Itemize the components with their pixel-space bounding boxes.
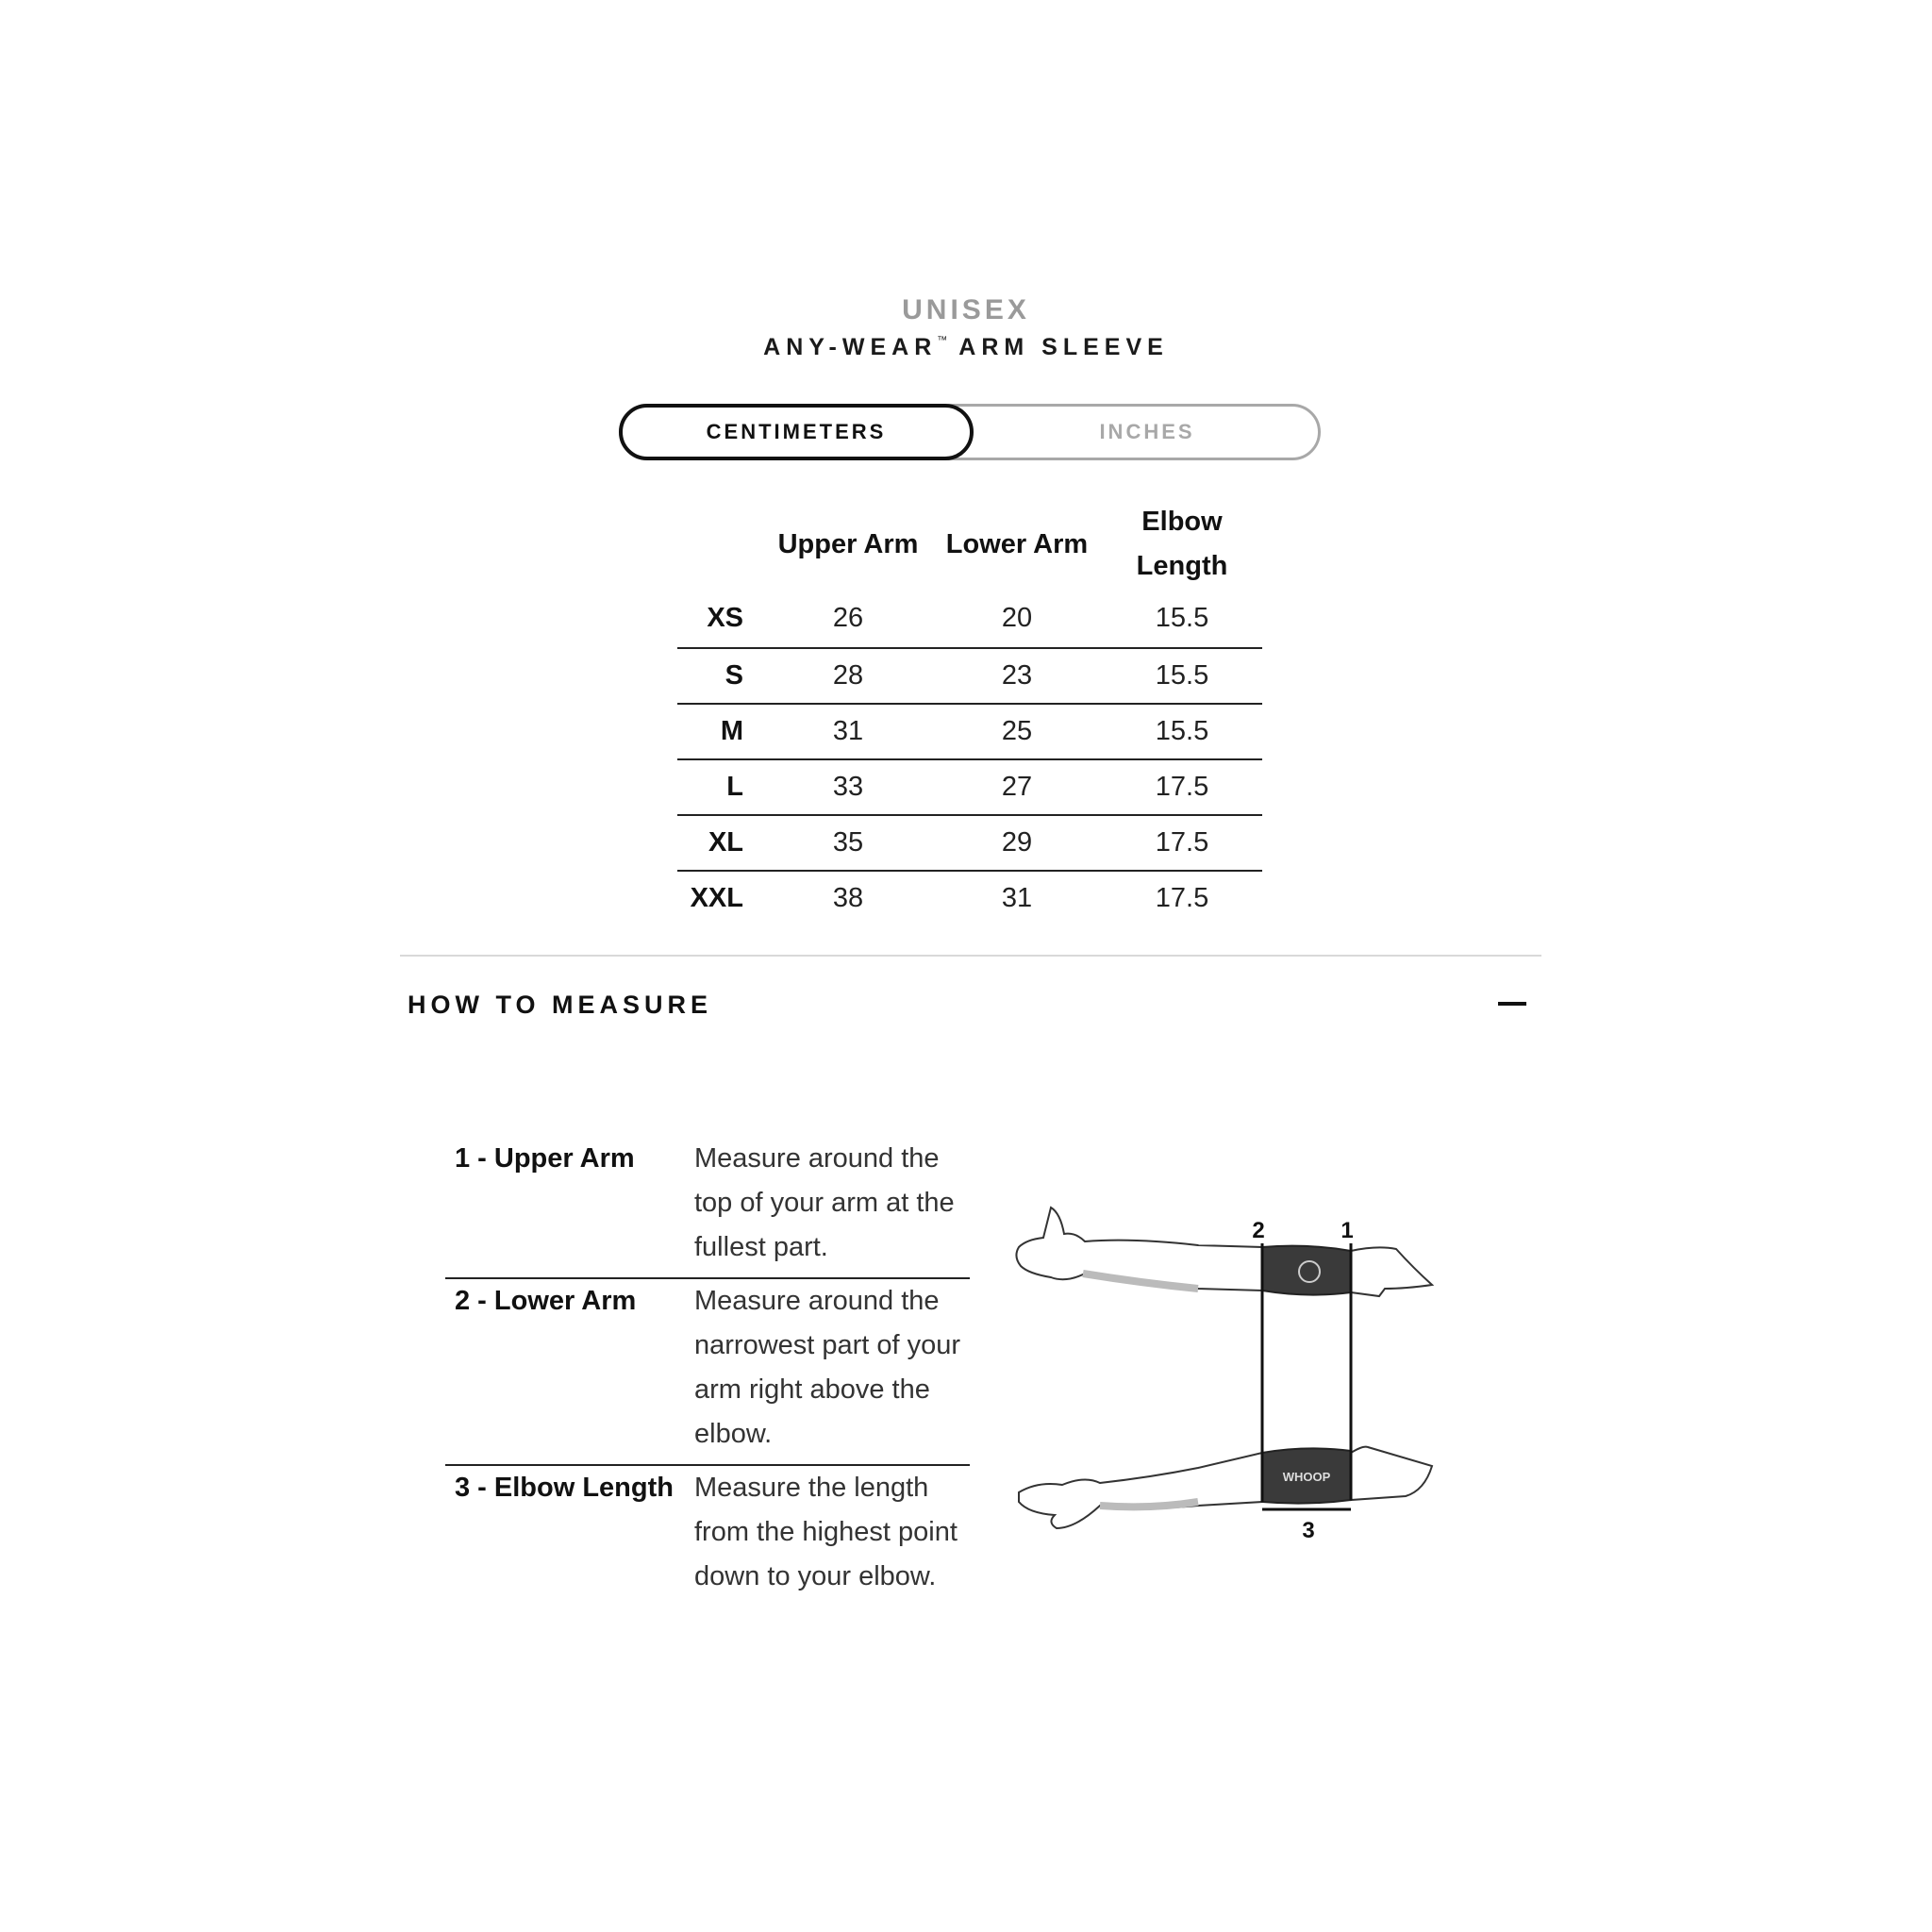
measure-step-label: 3 - Elbow Length [445, 1465, 694, 1607]
elbow-length-value: 17.5 [1102, 871, 1262, 925]
measure-step-description: Measure around the top of your arm at the fullest part. [694, 1143, 955, 1262]
measure-step-label: 1 - Upper Arm [455, 1143, 635, 1174]
upper-arm-value: 26 [832, 602, 864, 633]
unit-toggle [619, 404, 1321, 460]
size-column-header [677, 500, 764, 589]
inches-button[interactable]: INCHES [1099, 420, 1195, 443]
upper-arm-illustration [1016, 1208, 1432, 1296]
arm-measure-diagram [1009, 1198, 1453, 1585]
sleeve-logo-text: WHOOP [1282, 1470, 1331, 1484]
elbow-length-value: 15.5 [1102, 704, 1262, 759]
minus-icon[interactable] [1498, 1002, 1526, 1006]
lower-arm-value: 23 [932, 648, 1102, 704]
marker-label-2: 2 [1252, 1218, 1265, 1243]
product-name: ANY-WEAR [763, 334, 938, 360]
size-label: S [677, 648, 764, 704]
lower-arm-value: 27 [932, 759, 1102, 815]
upper-arm-value: 38 [764, 871, 932, 925]
measure-step-label: 2 - Lower Arm [445, 1278, 694, 1465]
measure-step-row [445, 1137, 970, 1278]
measure-step-description: Measure around the narrowest part of your arm right above the elbow. [694, 1278, 970, 1465]
section-divider [400, 955, 1541, 957]
lower-arm-value: 31 [932, 871, 1102, 925]
how-to-measure-heading[interactable]: HOW TO MEASURE [408, 991, 713, 1019]
size-row [677, 759, 1262, 815]
size-label: XXL [677, 871, 764, 925]
marker-label-3: 3 [1302, 1518, 1315, 1543]
upper-arm-value: 28 [764, 648, 932, 704]
lower-arm-value: 29 [932, 815, 1102, 871]
size-chart-table [677, 500, 1262, 925]
size-row [677, 871, 1262, 925]
measure-instructions-table [445, 1137, 970, 1607]
size-label: M [677, 704, 764, 759]
upper-arm-value: 35 [764, 815, 932, 871]
lower-arm-value: 20 [1001, 602, 1033, 633]
measure-step-row [445, 1278, 970, 1465]
size-row [677, 648, 1262, 704]
product-title [0, 334, 1932, 361]
lower-arm-header: Lower Arm [945, 528, 1089, 559]
size-label: L [677, 759, 764, 815]
upper-arm-header: Upper Arm [777, 528, 919, 559]
measure-step-row [445, 1465, 970, 1607]
size-label: XS [707, 602, 743, 633]
size-row [677, 704, 1262, 759]
centimeters-button[interactable]: CENTIMETERS [619, 404, 974, 460]
elbow-length-value: 15.5 [1102, 648, 1262, 704]
upper-arm-value: 33 [764, 759, 932, 815]
elbow-length-header: Elbow Length [1136, 507, 1228, 581]
elbow-length-value: 17.5 [1102, 759, 1262, 815]
product-suffix: ARM SLEEVE [958, 334, 1169, 360]
upper-arm-value: 31 [764, 704, 932, 759]
measure-step-description: Measure the length from the highest point down to your elbow. [694, 1465, 970, 1607]
size-table-header [677, 500, 1262, 589]
marker-label-1: 1 [1341, 1218, 1354, 1243]
size-row [677, 589, 1262, 648]
elbow-length-value: 17.5 [1102, 815, 1262, 871]
trademark-symbol: ™ [937, 335, 948, 346]
lower-arm-value: 25 [932, 704, 1102, 759]
size-row [677, 815, 1262, 871]
category-label: UNISEX [902, 294, 1030, 325]
lower-arm-illustration [1019, 1447, 1432, 1528]
elbow-length-value: 15.5 [1155, 602, 1209, 633]
size-label: XL [677, 815, 764, 871]
upper-sleeve [1262, 1246, 1351, 1295]
